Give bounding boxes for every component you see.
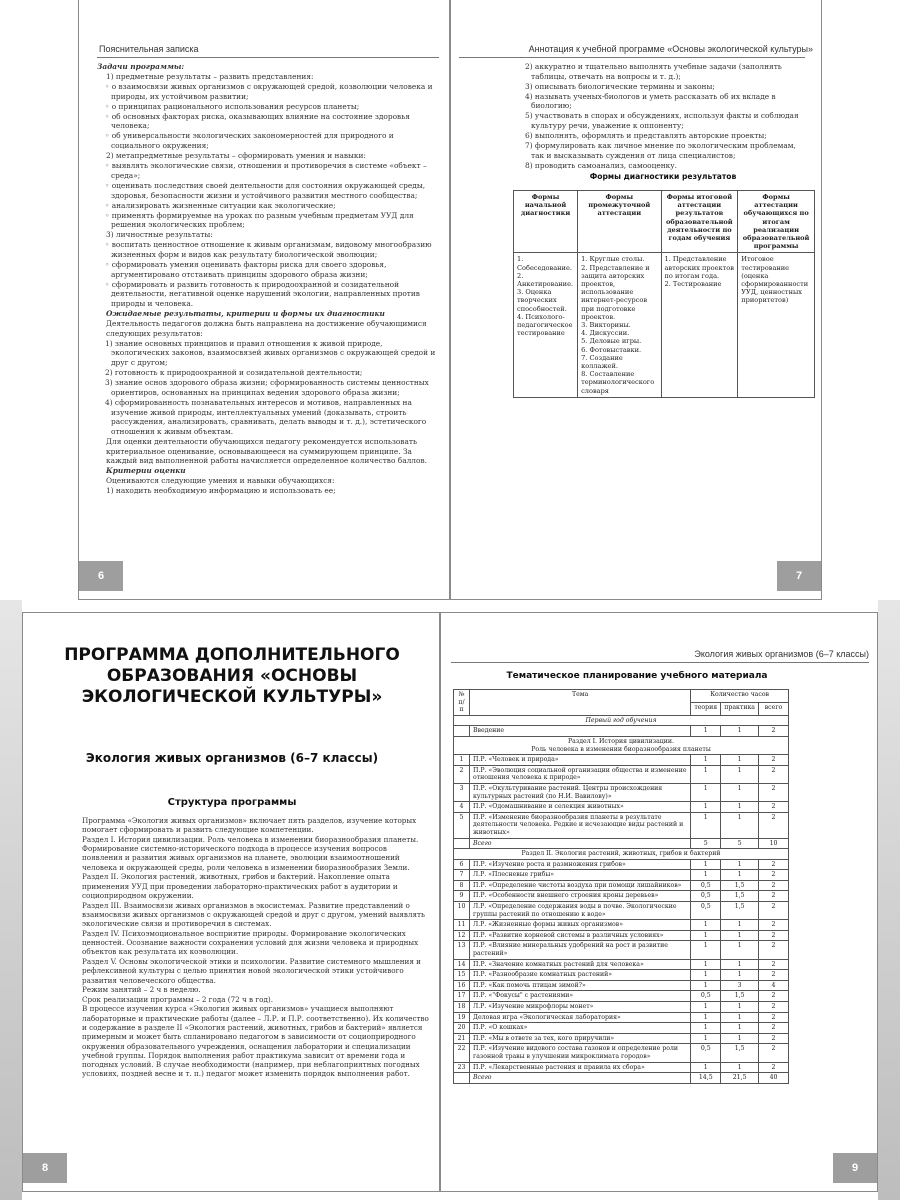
row-theory: 1 [691,959,721,970]
text-line: 6) выполнять, оформлять и представлять авторские проекты; [525,131,767,141]
text-line: ◦ об универсальности экологических закономерностей для природного и социального окружения; [105,131,394,151]
table-row [454,859,789,870]
row-topic: Введение [470,726,691,737]
row-number: 11 [454,920,470,931]
row-practice: 3 [721,980,759,991]
row-practice: 1,5 [721,902,759,920]
page-6 [78,0,450,600]
row-number: 10 [454,902,470,920]
page-7 [450,0,822,600]
section-row [454,849,789,860]
text-line: 4) называть ученых-биологов и уметь рассказать об их вкладе в биологию; [525,91,776,111]
table-row [454,1044,789,1062]
row-theory: 1 [691,1033,721,1044]
row-theory: 14,5 [691,1073,721,1084]
row-topic: П.Р. «"Фокусы" с растениями» [470,991,691,1002]
row-total: 2 [759,1002,789,1013]
row-topic: П.Р. «Значение комнатных растений для человека» [470,959,691,970]
row-practice: 1 [721,755,759,766]
row-number: 13 [454,941,470,959]
text-line: 7) формулировать как личное мнение по экологическим проблемам, так и высказывать суждения от лица специалистов; [525,141,796,160]
header-rule [451,662,869,663]
row-practice: 21,5 [721,1073,759,1084]
row-number [454,838,470,849]
row-practice: 1 [721,930,759,941]
row-practice: 1 [721,970,759,981]
row-practice: 5 [721,838,759,849]
text-line: Оцениваются следующие умения и навыки обучающихся: [106,476,335,486]
text-line: ◦ применять формируемые на уроках по разным учебным предметам УУД для решения экологических проблем; [105,210,414,230]
page-number-8: 8 [23,1153,67,1183]
total-row [454,1073,789,1084]
row-practice: 1,5 [721,880,759,891]
row-topic: Л.Р. «Определение содержания воды в почве. Экологические группы растений по отношению к воде» [470,902,691,920]
row-practice: 1 [721,859,759,870]
col-total: всего [759,702,789,715]
row-theory: 1 [691,812,721,838]
text-line: Раздел V. Основы экологической этики и психологии. Развитие системного мышления и рефлексивной культуры с целью принятия новой экологической этики устойчивого развития человеческого общества. [82,956,421,985]
row-theory: 0,5 [691,891,721,902]
col-num: № п/п [454,690,470,716]
row-number: 16 [454,980,470,991]
row-theory: 1 [691,980,721,991]
row-practice: 1 [721,802,759,813]
row-practice: 1 [721,959,759,970]
table-row [454,726,789,737]
section-row [454,736,789,754]
row-theory: 1 [691,755,721,766]
running-header-right: Аннотация к учебной программе «Основы экологической культуры» [528,44,813,54]
text-line: 3) личностные результаты: [106,230,213,240]
row-number [454,1073,470,1084]
row-number: 5 [454,812,470,838]
diagnostics-table [513,190,815,398]
row-theory: 1 [691,1012,721,1023]
table-row [454,941,789,959]
row-topic: П.Р. «Влияние минеральных удобрений на рост и развитие растений» [470,941,691,959]
text-line: Критерии оценки [106,466,186,476]
diag-cell: 1. Круглые столы. 2. Представление и защита авторских проектов, использование интернет-ресурсов при подготовке проектов. 3. Викторины. 4. Дискуссии. 5. Деловые игры. 6. Фотовыставки. 7. Создание коллажей. 8. Составление терминологического словаря [578,253,661,397]
row-topic: П.Р. «Мы в ответе за тех, кого приручили» [470,1033,691,1044]
row-total: 2 [759,1062,789,1073]
row-number: 4 [454,802,470,813]
page-6-body [97,62,443,496]
col-theory: теория [691,702,721,715]
table-row [454,930,789,941]
text-line: Раздел IV. Психоэмоциональное восприятие природы. Формирование экологических ценностей. Осознание важности сохранения условий для жизни человека и природных объектов как результата их коэволюции. [82,928,419,957]
row-total: 2 [759,870,789,881]
col-topic: Тема [470,690,691,716]
text-line: Для оценки деятельности обучающихся педагогу рекомендуется использовать критериальное оценивание, основывающееся на суммирующем принципе. За каждый вид выполненной работы начисляется определенное количество баллов. [106,436,427,466]
text-line: 5) участвовать в спорах и обсуждениях, используя факты и соблюдая культуру речи, уважение к оппоненту; [525,111,799,131]
text-line: Срок реализации программы – 2 года (72 ч в год). [82,994,273,1004]
table-row [454,1023,789,1034]
header-rule [459,57,805,58]
diag-header-cell: Формы промежуточной аттестации [578,191,661,253]
row-number: 21 [454,1033,470,1044]
table-row [454,812,789,838]
table-row [454,902,789,920]
text-line: Раздел III. Взаимосвязи живых организмов в экосистемах. Развитие представлений о взаимосвязи живых организмов с окружающей средой и друг с другом, умений выявлять экологические связи и противоречия в системах. [82,900,425,929]
row-practice: 1 [721,812,759,838]
row-topic: Л.Р. «Изучение микрофлоры монет» [470,1002,691,1013]
structure-title: Структура программы [167,797,297,808]
text-line: 4) сформированность познавательных интересов и мотивов, направленных на изучение живой природы, интеллектуальных умений (доказывать, строить рассуждения, анализировать, сравнивать, делать выводы и т. д.), эстетического отношения к живым объектам. [105,397,427,436]
row-total: 40 [759,1073,789,1084]
text-line: 1) знание основных принципов и правил отношения к живой природе, экологических законов, взаимосвязей живых организмов с окружающей средой и друг с другом; [105,338,436,368]
text-line: ◦ воспитать ценностное отношение к живым организмам, видовому многообразию жизненных форм и видов как результату биологической эволюции; [105,240,432,259]
spread-pages-8-9 [0,600,900,1200]
row-topic: Деловая игра «Экологическая лаборатория» [470,1012,691,1023]
page-edge-right [878,600,900,1200]
row-total: 2 [759,891,789,902]
row-practice: 1 [721,1002,759,1013]
row-topic: П.Р. «Разнообразие комнатных растений» [470,970,691,981]
row-theory: 1 [691,941,721,959]
table-row [454,1062,789,1073]
row-theory: 0,5 [691,902,721,920]
page-number-6: 6 [79,561,123,591]
row-total: 2 [759,920,789,931]
diag-cell: 1. Представление авторских проектов по итогам года. 2. Тестирование [661,253,738,397]
diag-header-cell: Формы начальной диагностики [514,191,578,253]
row-number: 19 [454,1012,470,1023]
row-theory: 1 [691,870,721,881]
row-theory: 1 [691,859,721,870]
text-line: 2) готовность к природоохранной и созидательной деятельности; [105,368,363,378]
row-theory: 1 [691,930,721,941]
row-total: 2 [759,930,789,941]
row-practice: 1 [721,870,759,881]
row-theory: 1 [691,726,721,737]
row-total: 2 [759,1044,789,1062]
diag-cell: Итоговое тестирование (оценка сформированности УУД, ценностных приоритетов) [738,253,815,397]
row-practice: 1,5 [721,991,759,1002]
row-total: 4 [759,980,789,991]
section-title: Раздел II. Экология растений, животных, грибов и бактерий [454,849,789,860]
row-practice: 1 [721,783,759,801]
row-topic: Всего [470,1073,691,1084]
row-total: 2 [759,959,789,970]
program-title: ПРОГРАММА ДОПОЛНИТЕЛЬНОГО ОБРАЗОВАНИЯ «ОСНОВЫ ЭКОЛОГИЧЕСКОЙ КУЛЬТУРЫ» [64,645,400,707]
table-row [454,920,789,931]
text-line: 3) описывать биологические термины и законы; [525,81,715,91]
header-rule [97,57,439,58]
row-number: 8 [454,880,470,891]
page-7-body [517,62,809,171]
running-header-right: Экология живых организмов (6–7 классы) [694,649,869,659]
table-row [454,755,789,766]
row-theory: 1 [691,1002,721,1013]
table-row [454,1012,789,1023]
row-practice: 1 [721,726,759,737]
row-topic: Всего [470,838,691,849]
total-row [454,838,789,849]
page-edge-left [0,600,22,1200]
page-number-9: 9 [833,1153,877,1183]
row-number: 9 [454,891,470,902]
row-theory: 1 [691,1023,721,1034]
row-theory: 1 [691,920,721,931]
row-topic: П.Р. «Развитие корневой системы в различных условиях» [470,930,691,941]
row-practice: 1 [721,941,759,959]
row-topic: Л.Р. «Жизненные формы живых организмов» [470,920,691,931]
row-topic: П.Р. «Особенности внешнего строения кроны деревьев» [470,891,691,902]
row-topic: П.Р. «Изучение роста и размножения грибов» [470,859,691,870]
row-total: 2 [759,991,789,1002]
row-practice: 1 [721,1012,759,1023]
table-row [454,970,789,981]
diag-header-cell: Формы аттестации обучающихся по итогам реализации образовательной программы [738,191,815,253]
row-total: 2 [759,802,789,813]
text-line: ◦ сформировать и развить готовность к природоохранной и созидательной деятельности, негативной оценке нарушений экологии, направленных против природы и человека. [105,279,420,309]
table-row [454,980,789,991]
row-number: 17 [454,991,470,1002]
text-line: 3) знание основ здорового образа жизни; сформированность системы ценностных ориентиров, основанных на принципах ведения здорового образа жизни; [105,378,429,397]
table-row [454,783,789,801]
text-line: 1) предметные результаты – развить представления: [106,72,314,81]
row-total: 2 [759,765,789,783]
table-row [454,891,789,902]
diag-header-cell: Формы итоговой аттестации результатов образовательной деятельности по годам обучения [661,191,738,253]
page-number-7: 7 [777,561,821,591]
row-practice: 1,5 [721,891,759,902]
row-theory: 0,5 [691,991,721,1002]
text-line: Режим занятий – 2 ч в неделю. [82,985,201,995]
text-line: Задачи программы: [97,62,185,71]
table-row [454,870,789,881]
year-heading: Первый год обучения [454,715,789,726]
row-number: 14 [454,959,470,970]
row-number: 7 [454,870,470,881]
text-line: ◦ об основных факторах риска, оказывающих влияние на состояние здоровья человека; [105,111,410,131]
row-number: 1 [454,755,470,766]
col-practice: практика [721,702,759,715]
text-line: 2) аккуратно и тщательно выполнять учебные задачи (заполнять таблицы, отвечать на вопросы и т. д.); [525,62,782,81]
row-practice: 1 [721,1033,759,1044]
row-number: 20 [454,1023,470,1034]
row-topic: П.Р. «Изучение видового состава газонов и определение роли газонной травы в улучшении микроклимата городов» [470,1044,691,1062]
section-title: Раздел I. История цивилизации. Роль человека в изменении биоразнообразия планеты [454,736,789,754]
row-theory: 1 [691,1062,721,1073]
row-topic: П.Р. «Одомашнивание и селекция животных» [470,802,691,813]
row-theory: 0,5 [691,880,721,891]
row-theory: 1 [691,970,721,981]
row-practice: 1 [721,1023,759,1034]
table-row [454,991,789,1002]
text-line: Раздел II. Экология растений, животных, грибов и бактерий. Накопление опыта применения УУД при проведении лабораторно-практических работ в аудитории и социоприродном окружении. [82,872,398,900]
row-topic: П.Р. «Как помочь птицам зимой?» [470,980,691,991]
col-hours: Количество часов [691,690,789,703]
text-line: ◦ анализировать жизненные ситуации как экологические; [105,200,336,210]
table-row [454,880,789,891]
row-number: 12 [454,930,470,941]
row-topic: П.Р. «Определение чистоты воздуха при помощи лишайников» [470,880,691,891]
row-total: 2 [759,880,789,891]
running-header-left: Пояснительная записка [99,44,199,54]
row-theory: 1 [691,783,721,801]
row-theory: 0,5 [691,1044,721,1062]
row-topic: Л.Р. «Плесневые грибы» [470,870,691,881]
row-topic: П.Р. «Окультуривание растений. Центры происхождения культурных растений (по Н.И. Вавилову)» [470,783,691,801]
page-9 [440,612,878,1192]
row-total: 2 [759,783,789,801]
row-total: 2 [759,812,789,838]
text-line: 8) проводить самоанализ, самооценку. [525,160,677,170]
row-total: 2 [759,941,789,959]
row-number: 3 [454,783,470,801]
text-line: Раздел I. История цивилизации. Роль человека в изменении биоразнообразия планеты. Формирование системно-исторического подхода в процессе изучения вопросов появления и развития живых организмов на планете, эволюции взаимоотношений человека и окружающей среды, роли человека в изменении биоразнообразия Земли. [82,834,419,872]
table-row [454,1002,789,1013]
row-total: 2 [759,1023,789,1034]
row-practice: 1 [721,765,759,783]
table-row [454,1033,789,1044]
text-line: ◦ выявлять экологические связи, отношения и противоречия в системе «объект – среда»; [105,161,427,180]
text-line: ◦ оценивать последствия своей деятельности для состояния окружающей среды, здоровья, безопасности жизни и устойчивого развития местного сообщества; [105,180,426,200]
row-practice: 1,5 [721,1044,759,1062]
row-total: 2 [759,755,789,766]
row-number: 23 [454,1062,470,1073]
text-line: Деятельность педагогов должна быть направлена на достижение обучающимися следующих результатов: [106,319,427,338]
table-row [454,765,789,783]
text-line: В процессе изучения курса «Экология живых организмов» учащиеся выполняют лабораторные и практические работы (далее – Л.Р. и П.Р. соответственно). Их количество и содержание в разделе II «Экология растений, животных, грибов и бактерий» является примерным и может быть спланировано педагогом в зависимости от социоприродного окружения образовательного учреждения, оснащения лаборатории и специализации учебной группы. Порядок выполнения работ практикума зависит от времени года и погодных условий. В случае необходимости (например, при неблагоприятных погодных условиях, поздней весне и т. п.) педагог может изменить порядок выполнения работ. [82,1004,429,1079]
row-number: 18 [454,1002,470,1013]
program-subtitle: Экология живых организмов (6–7 классы) [85,751,379,765]
row-total: 10 [759,838,789,849]
row-number: 6 [454,859,470,870]
row-number: 22 [454,1044,470,1062]
row-number [454,726,470,737]
row-total: 2 [759,970,789,981]
row-number: 2 [454,765,470,783]
row-total: 2 [759,1012,789,1023]
text-line: 2) метапредметные результаты – сформировать умения и навыки: [106,151,366,161]
text-line: ◦ сформировать умения оценивать факторы риска для своего здоровья, аргументировано отстаивать принципы здорового образа жизни; [105,259,387,279]
text-line: ◦ о принципах рационального использования ресурсов планеты; [105,101,360,111]
row-topic: П.Р. «О кошках» [470,1023,691,1034]
diagnostics-title: Формы диагностики результатов [589,172,737,181]
text-line: Программа «Экология живых организмов» включает пять разделов, изучение которых помогает сформировать и развить следующие компетенции. [82,816,417,835]
row-practice: 1 [721,920,759,931]
row-total: 2 [759,726,789,737]
row-practice: 1 [721,1062,759,1073]
plan-title: Тематическое планирование учебного материала [506,671,768,681]
diag-cell: 1. Собеседование. 2. Анкетирование. 3. Оценка творческих способностей. 4. Психолого-педагогическое тестирование [514,253,578,397]
row-theory: 1 [691,802,721,813]
row-topic: П.Р. «Изменение биоразнообразия планеты в результате деятельности человека. Редкие и исчезающие виды растений и животных» [470,812,691,838]
text-line: Ожидаемые результаты, критерии и формы их диагностики [106,309,385,319]
row-number: 15 [454,970,470,981]
row-topic: П.Р. «Человек и природа» [470,755,691,766]
row-total: 2 [759,1033,789,1044]
row-topic: П.Р. «Лекарственные растения и правила их сбора» [470,1062,691,1073]
table-row [454,802,789,813]
row-total: 2 [759,902,789,920]
row-total: 2 [759,859,789,870]
row-theory: 5 [691,838,721,849]
table-row [454,959,789,970]
row-theory: 1 [691,765,721,783]
row-topic: П.Р. «Эволюция социальной организации общества и изменение отношения человека к природе» [470,765,691,783]
text-line: 1) находить необходимую информацию и использовать ее; [106,486,336,496]
page-8-body [73,816,429,1079]
plan-table [453,689,789,1084]
text-line: ◦ о взаимосвязи живых организмов с окружающей средой, козволюции человека и природы, их устойчивом развитии; [105,82,433,101]
page-8 [22,612,440,1192]
